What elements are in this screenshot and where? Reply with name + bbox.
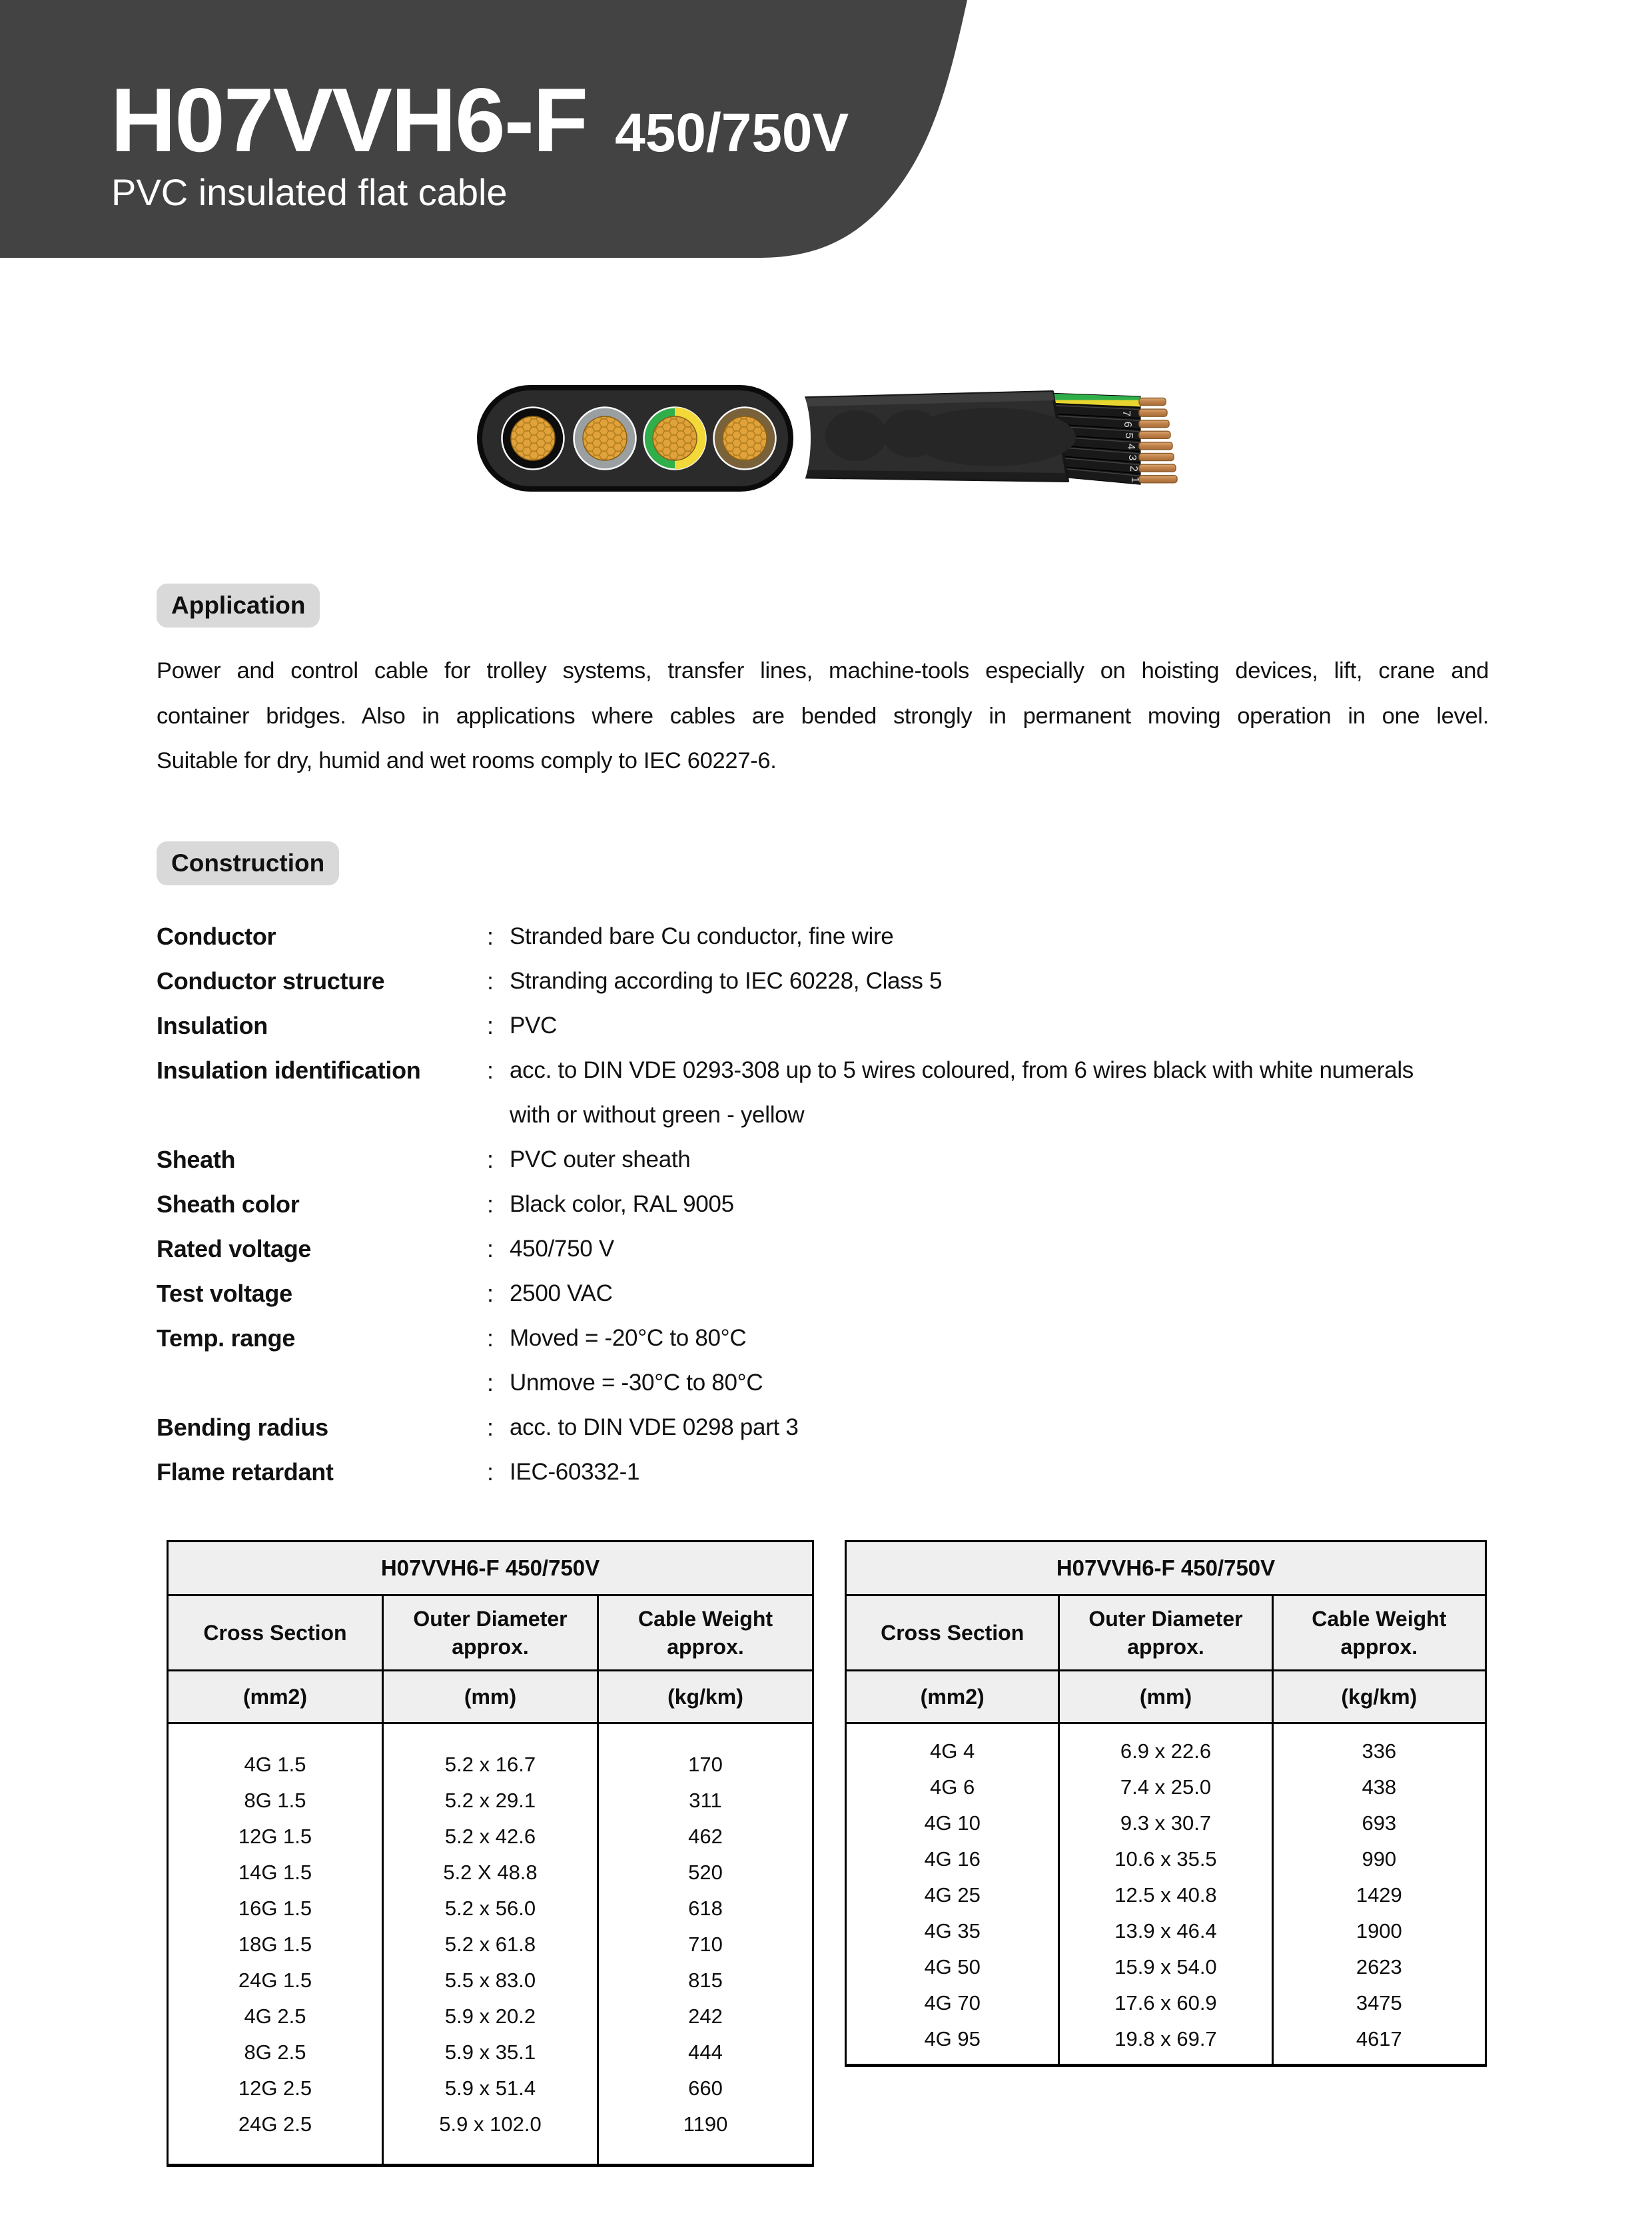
list-item [157, 1093, 1414, 1137]
list-item: (mm2) [242, 1684, 307, 1709]
list-cell: approx. [1340, 1635, 1418, 1659]
wire-number: 2 [1128, 466, 1139, 472]
sheath-embossing [825, 408, 1076, 466]
list-cell: 815 [688, 1969, 723, 1992]
list-cell: : [487, 1413, 494, 1441]
list-cell: Cable Weight [637, 1607, 773, 1631]
list-item [157, 1003, 1414, 1048]
list-cell: 24G 2.5 [238, 2112, 312, 2136]
list-cell: 5.2 x 42.6 [444, 1825, 536, 1848]
stripped-cable-3d [785, 392, 1177, 484]
list-cell: Conductor [157, 922, 276, 950]
wire-number: 3 [1126, 454, 1138, 461]
list-cell: 4G 35 [924, 1919, 981, 1943]
list-cell: 1190 [683, 2112, 728, 2136]
list-item [169, 1724, 382, 2164]
list-cell: 4G 4 [930, 1739, 975, 1763]
list-cell: 990 [1362, 1847, 1397, 1871]
list-cell: approx. [452, 1635, 529, 1659]
list-cell: : [487, 967, 494, 995]
wire-number: 4 [1125, 443, 1136, 450]
list-cell: 9.3 x 30.7 [1120, 1811, 1212, 1835]
list-cell: Cable Weight [1312, 1607, 1447, 1631]
application-paragraph [157, 649, 1489, 784]
list-cell: PVC [510, 1012, 558, 1039]
construction-section-badge: Construction [157, 841, 339, 885]
list-cell: 4G 2.5 [244, 2005, 306, 2028]
list-cell: 693 [1362, 1811, 1397, 1835]
list-cell: Test voltage [157, 1279, 292, 1307]
list-item [1272, 1596, 1485, 1669]
list-item: (mm) [1058, 1671, 1271, 1722]
list-cell: 5.2 x 16.7 [444, 1753, 536, 1776]
list-item: (mm2) [920, 1684, 985, 1709]
list-cell: 438 [1362, 1775, 1397, 1799]
spec-table-2 [845, 1540, 1487, 2067]
list-cell: 12G 1.5 [238, 1825, 312, 1848]
list-cell: 5.2 x 56.0 [444, 1897, 536, 1920]
list-cell: Stranded bare Cu conductor, fine wire [510, 923, 894, 949]
list-cell: Cross Section [203, 1621, 347, 1645]
list-cell: 8G 1.5 [244, 1789, 306, 1812]
list-cell: 5.5 x 83.0 [444, 1969, 536, 1992]
product-subtitle: PVC insulated flat cable [111, 171, 508, 213]
list-cell: : [487, 1056, 494, 1084]
list-cell: 450/750 V [510, 1235, 614, 1262]
list-item [157, 1182, 1414, 1226]
spec-table-1 [167, 1540, 814, 2167]
application-line: Suitable for dry, humid and wet rooms comply to IEC 60227-6. [157, 748, 777, 773]
list-item [169, 1596, 382, 1669]
list-cell: 5.9 x 102.0 [439, 2112, 542, 2136]
list-cell: : [487, 1458, 494, 1486]
list-cell: 5.2 X 48.8 [443, 1861, 538, 1884]
list-item [847, 1596, 1058, 1669]
spec-table-1-title: H07VVH6-F 450/750V [169, 1542, 812, 1596]
conductor-grey [574, 408, 636, 470]
spec-table-2-body [847, 1724, 1485, 2064]
list-cell: with or without green - yellow [510, 1101, 805, 1128]
list-cell: approx. [667, 1635, 744, 1659]
list-cell: 710 [688, 1933, 723, 1956]
list-item [157, 1360, 1414, 1405]
list-cell: 4G 95 [924, 2027, 981, 2050]
list-cell: 311 [689, 1789, 722, 1812]
list-cell: 4G 70 [924, 1991, 981, 2014]
list-item [157, 914, 1414, 959]
list-item [157, 1271, 1414, 1316]
list-cell: : [487, 1324, 494, 1352]
spec-table-2-units [847, 1671, 1485, 1724]
list-cell: 520 [688, 1861, 723, 1884]
list-cell: Outer Diameter [413, 1607, 568, 1631]
list-cell: 5.2 x 29.1 [444, 1789, 536, 1812]
list-cell: Outer Diameter [1088, 1607, 1243, 1631]
list-cell: Cross Section [881, 1621, 1025, 1645]
list-cell: 4G 10 [924, 1811, 981, 1835]
list-cell: 336 [1362, 1739, 1397, 1763]
list-cell: 5.9 x 51.4 [444, 2076, 536, 2100]
list-cell: 5.2 x 61.8 [444, 1933, 536, 1956]
list-cell: 19.8 x 69.7 [1114, 2027, 1217, 2050]
list-cell: Bending radius [157, 1413, 328, 1441]
list-cell: Rated voltage [157, 1234, 312, 1262]
list-cell: : [487, 1011, 494, 1039]
list-cell: 1429 [1356, 1883, 1402, 1907]
wire-number: 5 [1123, 432, 1134, 439]
list-cell: 4G 6 [930, 1775, 975, 1799]
list-cell: : [487, 1145, 494, 1173]
spec-table-1-headers [169, 1596, 812, 1671]
cable-illustration [466, 366, 1199, 523]
list-cell: 4G 50 [924, 1955, 981, 1979]
spec-table-1-units [169, 1671, 812, 1724]
list-item [157, 1048, 1414, 1093]
list-cell: 4617 [1356, 2027, 1402, 2050]
list-item [157, 1405, 1414, 1450]
application-line: container bridges. Also in applications where cables are bended strongly in permanent moving operation in one level. [157, 703, 1489, 729]
list-item [382, 1596, 597, 1669]
list-cell: 5.9 x 35.1 [444, 2040, 536, 2064]
application-section-badge: Application [157, 584, 320, 628]
list-item [1058, 1724, 1271, 2064]
list-item [597, 1596, 812, 1669]
construction-properties [157, 914, 1414, 1494]
list-cell: 660 [688, 2076, 723, 2100]
spec-table-1-body [169, 1724, 812, 2164]
list-cell: 24G 1.5 [238, 1969, 312, 1992]
list-cell: 12.5 x 40.8 [1114, 1883, 1217, 1907]
list-cell: Black color, RAL 9005 [510, 1190, 734, 1217]
list-cell: : [487, 1234, 494, 1262]
list-cell: Moved = -20°C to 80°C [510, 1324, 747, 1351]
product-model: H07VVH6-F [111, 69, 588, 171]
product-voltage: 450/750V [615, 103, 849, 163]
list-cell: 170 [688, 1753, 723, 1776]
list-cell: 618 [688, 1897, 723, 1920]
list-cell: 12G 2.5 [238, 2076, 312, 2100]
list-cell: Conductor structure [157, 967, 385, 995]
list-cell: 4G 25 [924, 1883, 981, 1907]
list-cell: 2623 [1356, 1955, 1402, 1979]
wire-number: 7 [1120, 410, 1132, 417]
list-cell: 15.9 x 54.0 [1114, 1955, 1217, 1979]
list-cell: : [487, 1279, 494, 1307]
list-item [847, 1724, 1058, 2064]
list-cell: 14G 1.5 [238, 1861, 312, 1884]
list-item [382, 1724, 597, 2164]
list-cell: 16G 1.5 [238, 1897, 312, 1920]
cable-cross-section [480, 388, 791, 489]
copper-tips [1139, 398, 1177, 483]
list-cell: IEC-60332-1 [510, 1458, 640, 1485]
list-cell: 8G 2.5 [244, 2040, 306, 2064]
list-item [157, 1226, 1414, 1271]
list-item [157, 1316, 1414, 1360]
list-cell: : [487, 1190, 494, 1218]
wire-number: 1 [1129, 476, 1140, 483]
list-cell: 4G 1.5 [244, 1753, 306, 1776]
list-cell: 7.4 x 25.0 [1120, 1775, 1212, 1799]
spec-table-2-headers [847, 1596, 1485, 1671]
list-cell: 3475 [1356, 1991, 1402, 2014]
list-cell: acc. to DIN VDE 0293-308 up to 5 wires coloured, from 6 wires black with white numerals [510, 1057, 1414, 1083]
conductor-black [502, 408, 564, 470]
list-cell: PVC outer sheath [510, 1146, 691, 1172]
list-cell: 444 [688, 2040, 723, 2064]
list-cell: Temp. range [157, 1324, 296, 1352]
list-cell: Stranding according to IEC 60228, Class 5 [510, 967, 943, 994]
list-item: (kg/km) [597, 1671, 812, 1722]
list-cell: Insulation [157, 1011, 268, 1039]
conductor-green-yellow [644, 408, 706, 470]
list-item [157, 1137, 1414, 1182]
list-cell: 242 [688, 2005, 723, 2028]
list-item [1272, 1724, 1485, 2064]
list-item [597, 1724, 812, 2164]
list-cell: 10.6 x 35.5 [1114, 1847, 1217, 1871]
conductor-brown [714, 408, 776, 470]
list-cell: Flame retardant [157, 1458, 334, 1486]
list-cell: 462 [688, 1825, 723, 1848]
wire-number: 6 [1122, 421, 1133, 428]
list-cell: Sheath [157, 1145, 236, 1173]
list-cell: 4G 16 [924, 1847, 981, 1871]
application-line: Power and control cable for trolley systems, transfer lines, machine-tools especially on hoisting devices, lift, crane and [157, 658, 1489, 683]
list-cell: : [487, 1368, 494, 1396]
list-cell: 2500 VAC [510, 1280, 613, 1306]
list-cell: Sheath color [157, 1190, 300, 1218]
list-cell: 6.9 x 22.6 [1120, 1739, 1212, 1763]
list-item: (mm) [382, 1671, 597, 1722]
list-cell: approx. [1127, 1635, 1204, 1659]
list-cell: 5.9 x 20.2 [444, 2005, 536, 2028]
list-cell: acc. to DIN VDE 0298 part 3 [510, 1414, 799, 1440]
list-cell: Unmove = -30°C to 80°C [510, 1369, 763, 1396]
list-cell: 17.6 x 60.9 [1114, 1991, 1217, 2014]
list-cell: Insulation identification [157, 1056, 421, 1084]
list-item [157, 1450, 1414, 1494]
list-item [157, 959, 1414, 1003]
list-item: (kg/km) [1272, 1671, 1485, 1722]
list-item [1058, 1596, 1271, 1669]
header-title [111, 69, 849, 171]
list-cell: : [487, 922, 494, 950]
list-cell: 18G 1.5 [238, 1933, 312, 1956]
list-cell: 13.9 x 46.4 [1114, 1919, 1217, 1943]
list-cell: 1900 [1356, 1919, 1402, 1943]
spec-table-2-title: H07VVH6-F 450/750V [847, 1542, 1485, 1596]
